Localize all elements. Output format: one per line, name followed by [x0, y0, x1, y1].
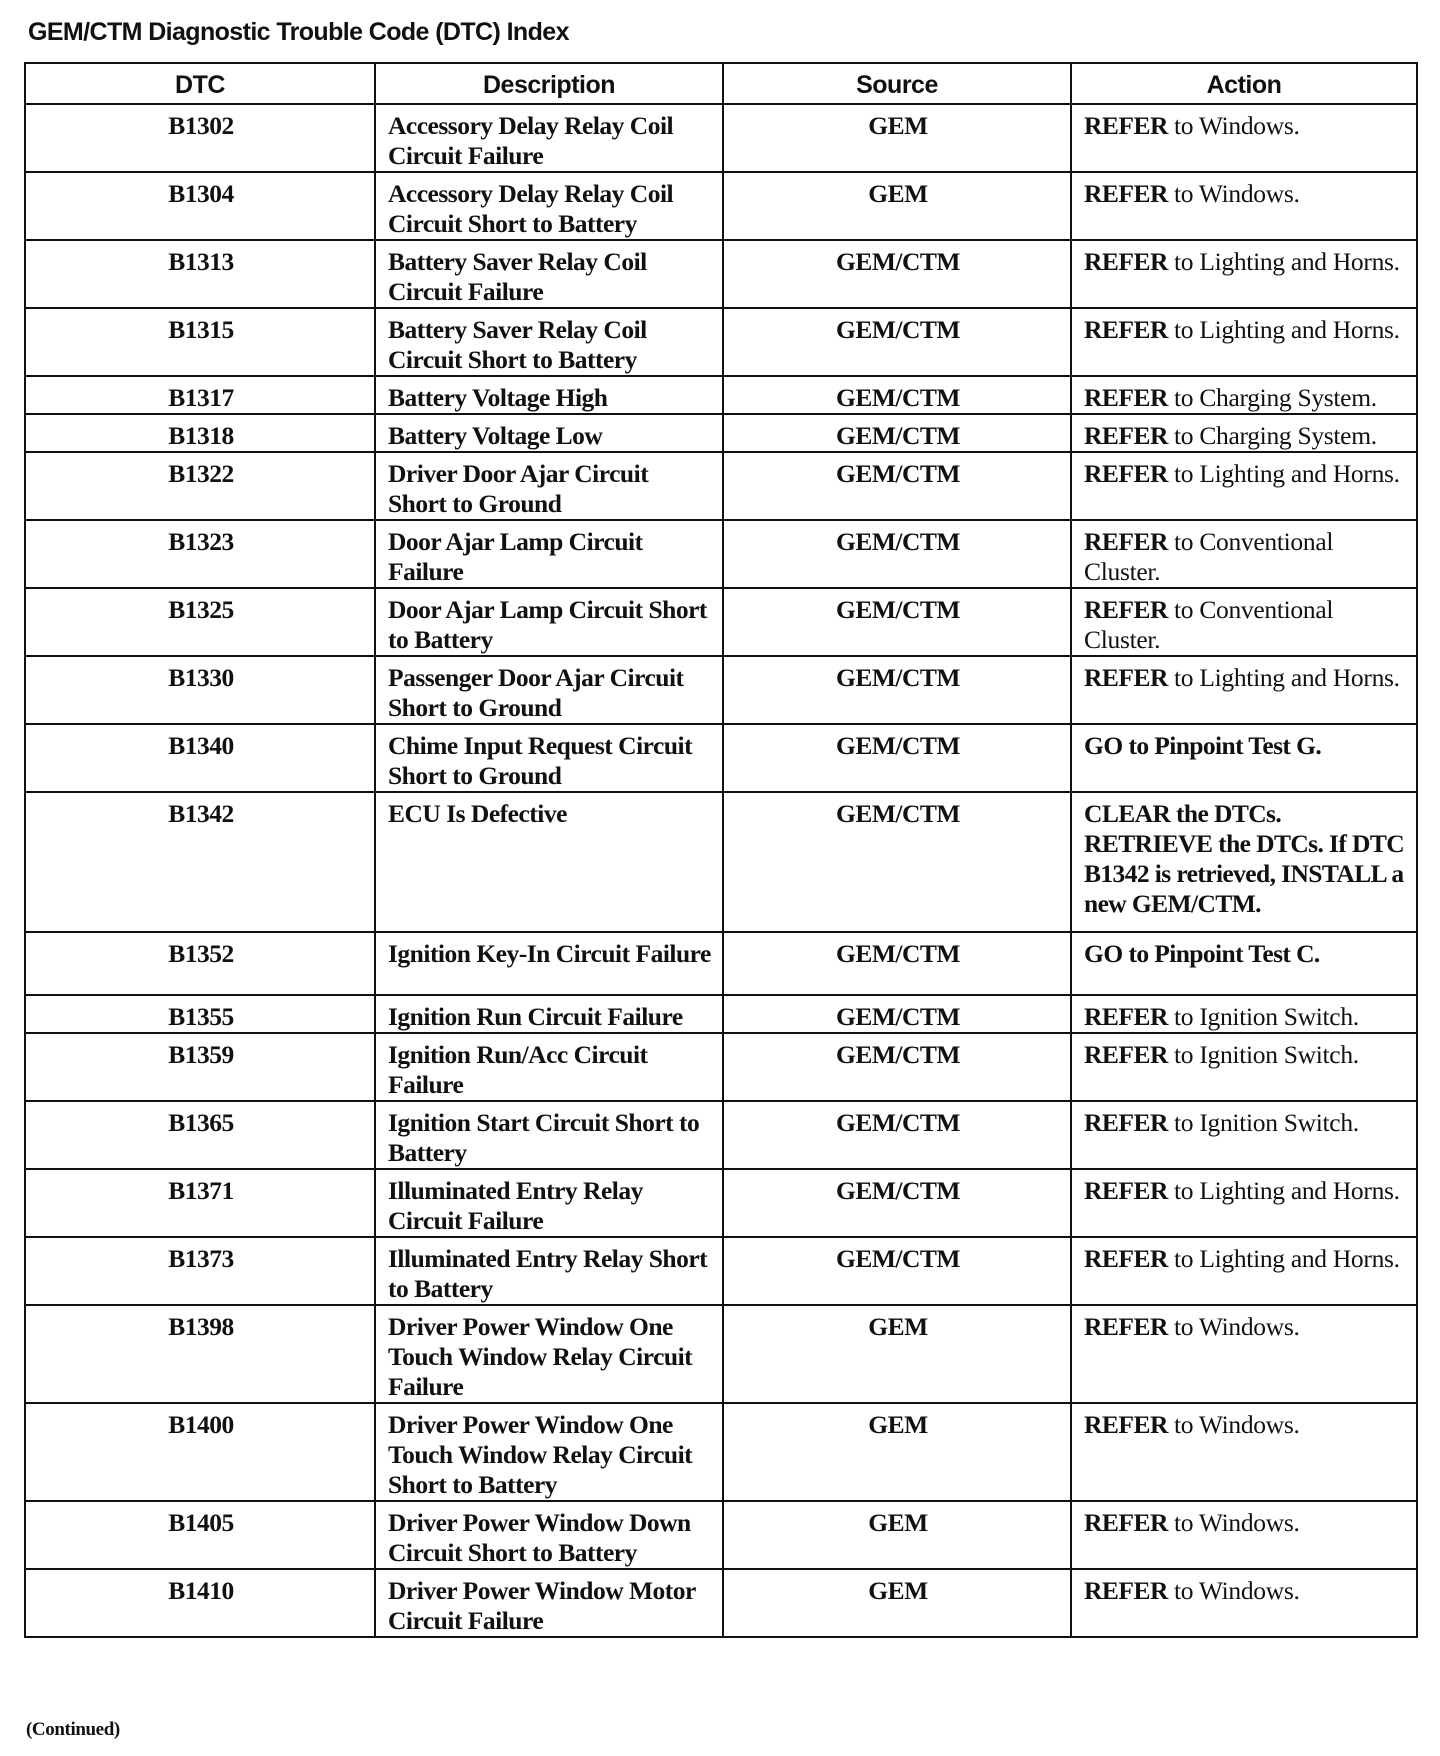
action-cell [1071, 376, 1417, 414]
action-verb: REFER [1084, 421, 1168, 450]
table-row [25, 995, 1417, 1033]
column-header-source: Source [723, 63, 1071, 104]
table-row [25, 104, 1417, 172]
action-cell [1071, 452, 1417, 520]
source-cell: GEM/CTM [723, 656, 1071, 724]
description-cell: Battery Saver Relay Coil Circuit Failure [375, 240, 723, 308]
source-cell: GEM/CTM [723, 1101, 1071, 1169]
table-row [25, 414, 1417, 452]
description-cell: Door Ajar Lamp Circuit Failure [375, 520, 723, 588]
dtc-cell: B1318 [25, 414, 375, 452]
table-row [25, 588, 1417, 656]
dtc-cell: B1342 [25, 792, 375, 932]
source-cell: GEM/CTM [723, 520, 1071, 588]
source-cell: GEM [723, 1501, 1071, 1569]
action-text [1084, 731, 1321, 760]
description-cell: Battery Voltage Low [375, 414, 723, 452]
action-cell [1071, 520, 1417, 588]
action-cell [1071, 1101, 1417, 1169]
description-cell: Driver Power Window One Touch Window Relay Circuit Failure [375, 1305, 723, 1403]
action-verb: REFER [1084, 383, 1168, 412]
action-verb: REFER [1084, 595, 1168, 624]
action-verb: REFER [1084, 179, 1168, 208]
action-text [1084, 1244, 1400, 1273]
action-verb: REFER [1084, 111, 1168, 140]
action-cell [1071, 1403, 1417, 1501]
action-target: to Windows. [1167, 1508, 1300, 1537]
action-verb: REFER [1084, 1040, 1168, 1069]
source-cell: GEM [723, 1403, 1071, 1501]
action-verb: REFER [1084, 459, 1168, 488]
description-cell: Accessory Delay Relay Coil Circuit Failure [375, 104, 723, 172]
action-cell [1071, 308, 1417, 376]
dtc-cell: B1410 [25, 1569, 375, 1637]
source-cell: GEM/CTM [723, 240, 1071, 308]
dtc-cell: B1322 [25, 452, 375, 520]
dtc-cell: B1398 [25, 1305, 375, 1403]
description-cell: Driver Power Window One Touch Window Relay Circuit Short to Battery [375, 1403, 723, 1501]
continued-note: (Continued) [26, 1719, 120, 1740]
action-text: CLEAR the DTCs. RETRIEVE the DTCs. If DTC B1342 is retrieved, INSTALL a new GEM/CTM. [1084, 799, 1405, 918]
dtc-index-table [24, 62, 1418, 1638]
action-cell [1071, 792, 1417, 932]
description-cell: ECU Is Defective [375, 792, 723, 932]
action-cell [1071, 656, 1417, 724]
action-target: to Lighting and Horns. [1167, 1176, 1400, 1205]
action-cell [1071, 1033, 1417, 1101]
source-cell: GEM/CTM [723, 1033, 1071, 1101]
dtc-cell: B1355 [25, 995, 375, 1033]
table-row [25, 1101, 1417, 1169]
action-target: to Conventional Cluster. [1084, 595, 1334, 654]
action-text [1084, 421, 1377, 450]
dtc-cell: B1323 [25, 520, 375, 588]
action-verb: REFER [1084, 1108, 1168, 1137]
source-cell: GEM [723, 1305, 1071, 1403]
source-cell: GEM/CTM [723, 932, 1071, 995]
description-cell: Driver Power Window Down Circuit Short to Battery [375, 1501, 723, 1569]
description-cell: Door Ajar Lamp Circuit Short to Battery [375, 588, 723, 656]
action-cell [1071, 1305, 1417, 1403]
source-cell: GEM/CTM [723, 308, 1071, 376]
action-target: to Charging System. [1167, 383, 1377, 412]
dtc-cell: B1302 [25, 104, 375, 172]
source-cell: GEM [723, 104, 1071, 172]
action-verb: REFER [1084, 1002, 1168, 1031]
action-text [1084, 179, 1300, 208]
source-cell: GEM/CTM [723, 792, 1071, 932]
action-text [1084, 595, 1333, 654]
action-verb: REFER [1084, 1244, 1168, 1273]
action-text [1084, 1176, 1400, 1205]
action-cell [1071, 1169, 1417, 1237]
action-target: to Conventional Cluster. [1084, 527, 1334, 586]
dtc-cell: B1325 [25, 588, 375, 656]
action-target: to Lighting and Horns. [1167, 315, 1400, 344]
source-cell: GEM/CTM [723, 414, 1071, 452]
table-header-row [25, 63, 1417, 104]
action-cell [1071, 724, 1417, 792]
description-cell: Accessory Delay Relay Coil Circuit Short to Battery [375, 172, 723, 240]
description-cell: Passenger Door Ajar Circuit Short to Ground [375, 656, 723, 724]
dtc-cell: B1365 [25, 1101, 375, 1169]
source-cell: GEM/CTM [723, 376, 1071, 414]
action-target: to Windows. [1167, 179, 1300, 208]
action-verb: REFER [1084, 1410, 1168, 1439]
action-text [1084, 1002, 1359, 1031]
table-row [25, 1305, 1417, 1403]
action-target: to Pinpoint Test C. [1122, 939, 1320, 968]
table-row [25, 240, 1417, 308]
description-cell: Ignition Run/Acc Circuit Failure [375, 1033, 723, 1101]
action-text [1084, 939, 1320, 968]
action-target: to Lighting and Horns. [1167, 459, 1400, 488]
action-text [1084, 459, 1400, 488]
action-verb: REFER [1084, 1176, 1168, 1205]
description-cell: Illuminated Entry Relay Short to Battery [375, 1237, 723, 1305]
action-text [1084, 1312, 1300, 1341]
action-verb: REFER [1084, 527, 1168, 556]
table-row [25, 1501, 1417, 1569]
action-cell [1071, 1569, 1417, 1637]
description-cell: Ignition Start Circuit Short to Battery [375, 1101, 723, 1169]
description-cell: Battery Voltage High [375, 376, 723, 414]
action-target: to Windows. [1167, 111, 1300, 140]
description-cell: Illuminated Entry Relay Circuit Failure [375, 1169, 723, 1237]
dtc-cell: B1330 [25, 656, 375, 724]
action-verb: GO [1084, 731, 1123, 760]
column-header-description: Description [375, 63, 723, 104]
dtc-cell: B1340 [25, 724, 375, 792]
action-cell [1071, 995, 1417, 1033]
action-text [1084, 1040, 1359, 1069]
dtc-cell: B1359 [25, 1033, 375, 1101]
table-row [25, 308, 1417, 376]
action-cell [1071, 588, 1417, 656]
action-cell [1071, 1237, 1417, 1305]
dtc-cell: B1315 [25, 308, 375, 376]
action-cell [1071, 1501, 1417, 1569]
description-cell: Chime Input Request Circuit Short to Ground [375, 724, 723, 792]
action-text [1084, 1410, 1300, 1439]
dtc-cell: B1317 [25, 376, 375, 414]
source-cell: GEM/CTM [723, 1237, 1071, 1305]
action-text [1084, 663, 1400, 692]
description-cell: Ignition Key-In Circuit Failure [375, 932, 723, 995]
action-verb: REFER [1084, 315, 1168, 344]
description-cell: Driver Power Window Motor Circuit Failure [375, 1569, 723, 1637]
action-target: to Lighting and Horns. [1167, 1244, 1400, 1273]
table-row [25, 932, 1417, 995]
description-cell: Ignition Run Circuit Failure [375, 995, 723, 1033]
action-text [1084, 1508, 1300, 1537]
table-row [25, 172, 1417, 240]
source-cell: GEM [723, 1569, 1071, 1637]
dtc-cell: B1405 [25, 1501, 375, 1569]
dtc-cell: B1373 [25, 1237, 375, 1305]
action-target: to Lighting and Horns. [1167, 247, 1400, 276]
dtc-cell: B1400 [25, 1403, 375, 1501]
table-body [25, 104, 1417, 1637]
action-verb: REFER [1084, 663, 1168, 692]
action-verb: REFER [1084, 247, 1168, 276]
action-verb: GO [1084, 939, 1123, 968]
table-row [25, 1237, 1417, 1305]
description-cell: Battery Saver Relay Coil Circuit Short to Battery [375, 308, 723, 376]
dtc-cell: B1313 [25, 240, 375, 308]
source-cell: GEM/CTM [723, 588, 1071, 656]
action-cell [1071, 240, 1417, 308]
action-target: to Lighting and Horns. [1167, 663, 1400, 692]
action-target: to Charging System. [1167, 421, 1377, 450]
source-cell: GEM/CTM [723, 995, 1071, 1033]
action-text [1084, 111, 1300, 140]
action-target: to Ignition Switch. [1167, 1108, 1359, 1137]
table-row [25, 724, 1417, 792]
description-cell: Driver Door Ajar Circuit Short to Ground [375, 452, 723, 520]
action-target: to Ignition Switch. [1167, 1002, 1359, 1031]
dtc-cell: B1304 [25, 172, 375, 240]
action-cell [1071, 172, 1417, 240]
action-text [1084, 527, 1333, 586]
table-row [25, 1569, 1417, 1637]
table-row [25, 1403, 1417, 1501]
action-target: to Windows. [1167, 1410, 1300, 1439]
action-text [1084, 383, 1377, 412]
table-row [25, 792, 1417, 932]
action-verb: REFER [1084, 1508, 1168, 1537]
source-cell: GEM [723, 172, 1071, 240]
table-row [25, 656, 1417, 724]
page-title: GEM/CTM Diagnostic Trouble Code (DTC) Index [28, 18, 569, 46]
action-target: to Pinpoint Test G. [1122, 731, 1322, 760]
action-cell [1071, 414, 1417, 452]
source-cell: GEM/CTM [723, 1169, 1071, 1237]
table-row [25, 452, 1417, 520]
action-text [1084, 1576, 1300, 1605]
table-row [25, 1169, 1417, 1237]
action-text [1084, 315, 1400, 344]
action-target: to Ignition Switch. [1167, 1040, 1359, 1069]
action-cell [1071, 104, 1417, 172]
action-cell [1071, 932, 1417, 995]
dtc-cell: B1371 [25, 1169, 375, 1237]
action-text [1084, 247, 1400, 276]
source-cell: GEM/CTM [723, 452, 1071, 520]
action-target: to Windows. [1167, 1576, 1300, 1605]
action-verb: REFER [1084, 1312, 1168, 1341]
column-header-dtc: DTC [25, 63, 375, 104]
action-verb: REFER [1084, 1576, 1168, 1605]
dtc-cell: B1352 [25, 932, 375, 995]
action-target: to Windows. [1167, 1312, 1300, 1341]
table-row [25, 520, 1417, 588]
source-cell: GEM/CTM [723, 724, 1071, 792]
table-row [25, 1033, 1417, 1101]
action-text [1084, 1108, 1359, 1137]
table-row [25, 376, 1417, 414]
column-header-action: Action [1071, 63, 1417, 104]
